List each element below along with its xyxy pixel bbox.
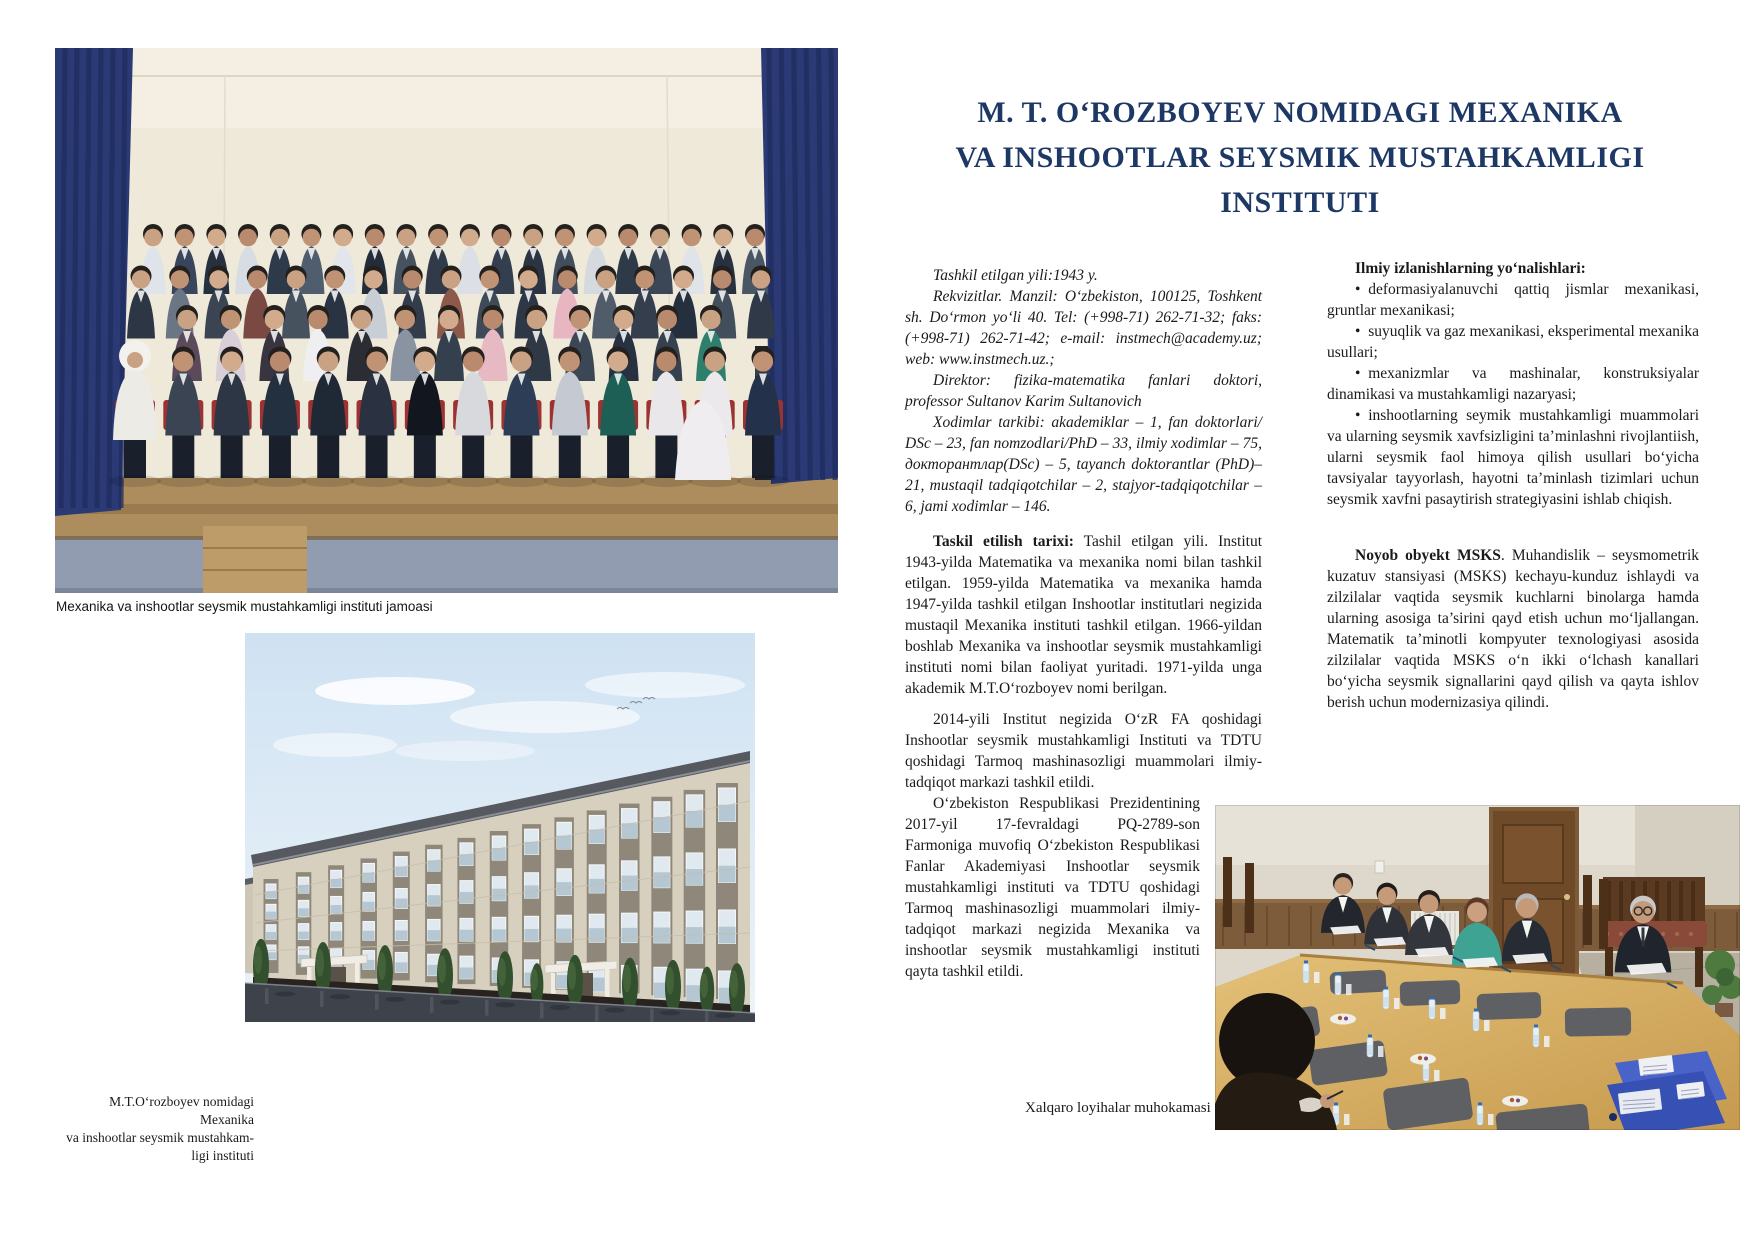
meeting-photo-caption: Xalqaro loyihalar muhokamasi (1025, 1100, 1211, 1116)
msks-lead: Noyob obyekt MSKS (1355, 547, 1501, 564)
group-photo-caption: Mexanika va inshootlar seysmik mustahkamligi instituti jamoasi (56, 599, 433, 614)
paragraph-director: Direktor: fizika-matematika fanlari doktori, professor Sultanov Karim Sultanovich (905, 372, 1262, 410)
research-directions-heading: Ilmiy izlanishlarning yo‘nalishlari: (1355, 260, 1586, 277)
research-bullet-2: • suyuqlik va gaz mexanikasi, eksperimental mexanika usullari; (1327, 321, 1699, 363)
right-text-column (1327, 258, 1699, 713)
page-title (880, 90, 1720, 225)
building-caption-line: M.T.O‘rozboyev nomidagi Mexanika (109, 1094, 254, 1127)
meeting-photo-svg (1215, 805, 1740, 1130)
history-rest: Tashil etilgan yili. Institut 1943-yilda Matematika va mexanika nomi bilan tashkil etilgan. 1959-yilda Matematika va mexanika hamda 1947-yilda tashkil etilgan Inshootlar institutlari negizida mustaqil Mexanika instituti tashkil etilgan. 1966-yildan boshlab Mexanika va inshootlar seysmik mustahkamligi instituti nomi bilan faoliyat yuritadi. 1971-yilda unga akademik M.T.O‘rozboyev nomi berilgan. (905, 533, 1263, 697)
building-photo-svg (245, 633, 755, 1022)
paragraph-history (905, 531, 1262, 699)
title-line-1: M. T. O‘ROZBOYEV NOMIDAGI MEXANIKA (977, 96, 1623, 129)
msks-rest: . Muhandislik – seysmometrik kuzatuv stansiyasi (MSKS) kechayu-kunduz ishlaydi va zilzilalar vaqtida seysmik kuchlarni binolarga hamda ularning asosiga ta’sirini qayd etish uchun mo‘ljallangan. Matematik ta’minotli kompyuter texnologiyasi asosida zilzilalar vaqtida MSKS o‘n ikki o‘lchash kanallari bo‘yicha seysmik signallarini qayd qilish va qayta ishlov berish uchun modernizasiya qilindi. (1327, 547, 1699, 711)
building-caption-line: ligi instituti (191, 1148, 254, 1163)
research-bullet-3: • mexanizmlar va mashinalar, konstruksiyalar dinamikasi va mustahkamligi nazaryasi; (1327, 363, 1699, 405)
paragraph-msks (1327, 545, 1699, 713)
group-photo-svg (55, 48, 838, 593)
building-photo-caption (58, 1093, 254, 1165)
paragraph-decree-2017: O‘zbekiston Respublikasi Prezidentining 2017-yil 17-fevraldagi PQ-2789-son Farmoniga muvofiq O‘zbekiston Respublikasi Fanlar Akademiyasi Inshootlar seysmik mustahkamligi instituti va TDTU qoshidagi Tarmoq mashinasozligi muammolari ilmiy-tadqiqot markazi negizida Mexanika va inshootlar seysmik mustahkamligi instituti qayta tashkil etildi. (905, 795, 1200, 980)
research-bullet-1: • deformasiyalanuvchi qattiq jismlar mexanikasi, gruntlar mexanikasi; (1327, 279, 1699, 321)
group-photo (55, 48, 838, 593)
title-line-3: INSTITUTI (1220, 186, 1380, 219)
left-text-column (905, 265, 1262, 982)
history-lead: Taskil etilish tarixi: (933, 533, 1074, 550)
meeting-photo (1215, 805, 1740, 1130)
building-caption-line: va inshootlar seysmik mustahkam- (66, 1130, 254, 1145)
paragraph-2014: 2014-yili Institut negizida O‘zR FA qoshidagi Inshootlar seysmik mustahkamligi Instituti va TDTU qoshidagi Tarmoq mashinasozligi muammolari ilmiy-tadqiqot markazi tashkil etildi. (905, 711, 1262, 791)
paragraph-staff: Xodimlar tarkibi: akademiklar – 1, fan doktorlari/ DSc – 23, fan nomzodlari/PhD – 33, ilmiy xodimlar – 75, докторантлар(DSc) – 5, tayanch doktorantlar (PhD)– 21, mustaqil tadqiqotchilar – 2, stajyor-tadqiqotchilar – 6, jami xodimlar – 146. (905, 414, 1262, 515)
paragraph-requisites: Rekvizitlar. Manzil: O‘zbekiston, 100125, Toshkent sh. Do‘rmon yo‘li 40. Tel: (+998-71) 262-71-32; faks: (+998-71) 262-71-42; e-mail: instmech@academy.uz; web: www.instmech.uz.; (905, 288, 1262, 368)
research-bullet-4: • inshootlarning seymik mustahkamligi muammolari va ularning seysmik xavfsizligini ta’minlashni rivojlantiish, ularni seysmik faol himoya qilish usullari bo‘yicha tavsiyalar tayyorlash, hayotni ta’minlash tizimlari uchun seysmik xavfni pasaytirish strategiyasini ishlab chiqish. (1327, 405, 1699, 510)
building-photo (245, 633, 755, 1022)
paragraph-founded-year: Tashkil etilgan yili:1943 y. (933, 267, 1098, 284)
title-line-2: VA INSHOOTLAR SEYSMIK MUSTAHKAMLIGI (955, 141, 1645, 174)
